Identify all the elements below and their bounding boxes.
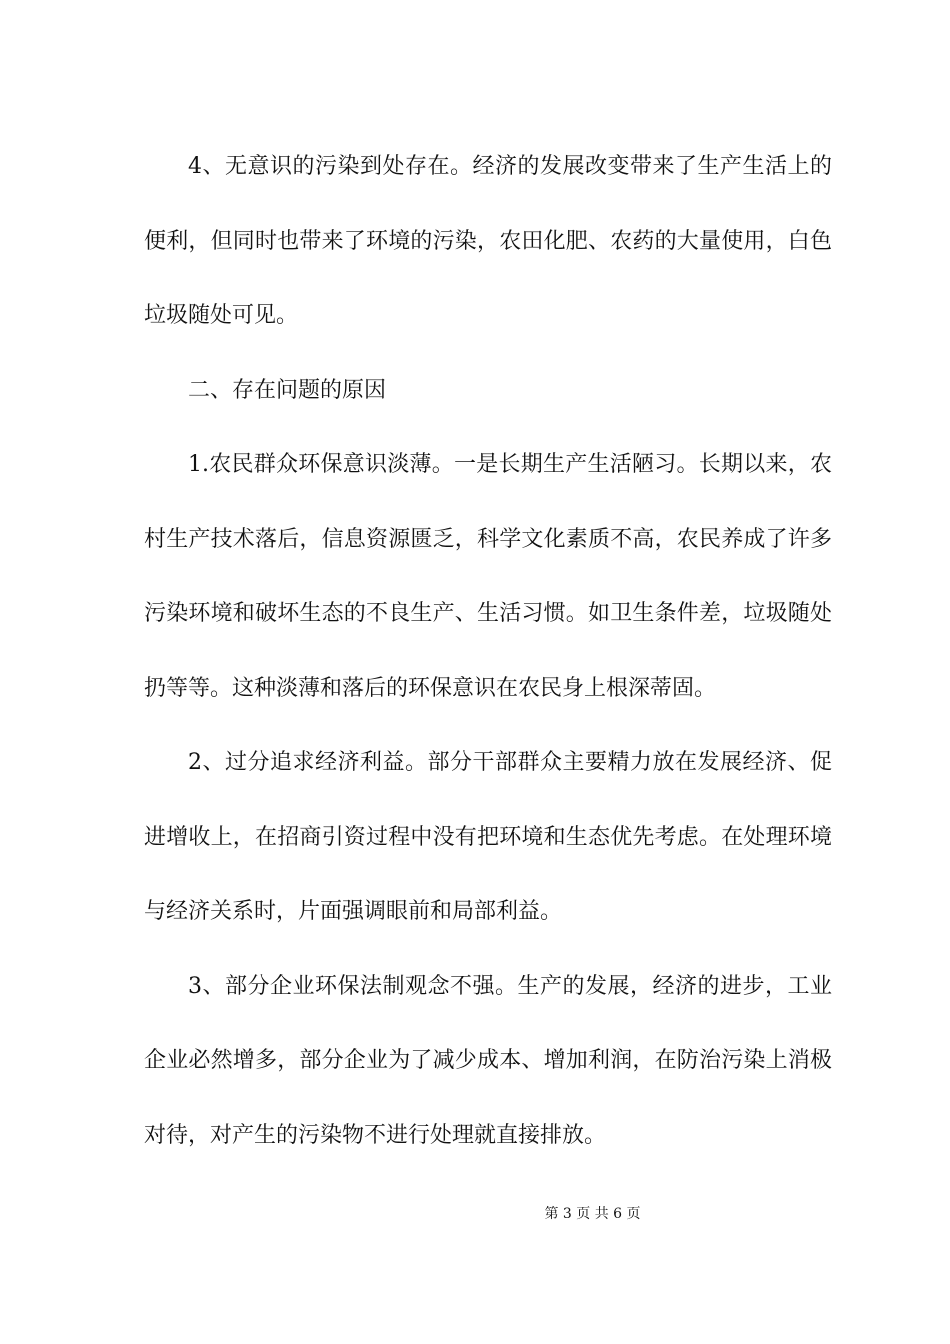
section-heading-causes: 二、存在问题的原因 (188, 377, 387, 403)
paragraph-enterprise-law: 3、部分企业环保法制观念不强。生产的发展，经济的进步，工业企业必然增多，部分企业为了减少成本、增加利润，在防治污染上消极对待，对产生的污染物不进行处理就直接排放。 (144, 973, 832, 1148)
page-footer (0, 1204, 950, 1224)
paragraph-economic-interest: 2、过分追求经济利益。部分干部群众主要精力放在发展经济、促进增收上，在招商引资过程中没有把环境和生态优先考虑。在处理环境与经济关系时，片面强调眼前和局部利益。 (144, 750, 832, 924)
page-number-label: 第 3 页 共 6 页 (544, 1206, 641, 1222)
paragraph-farmer-awareness: 1.农民群众环保意识淡薄。一是长期生产生活陋习。长期以来，农村生产技术落后，信息资源匮乏，科学文化素质不高，农民养成了许多污染环境和破坏生态的不良生产、生活习惯。如卫生条件差，垃圾随处扔等等。这种淡薄和落后的环保意识在农民身上根深蒂固。 (144, 452, 832, 701)
document-body (144, 130, 832, 1173)
paragraph-pollution-awareness: 4、无意识的污染到处存在。经济的发展改变带来了生产生活上的便利，但同时也带来了环境的污染，农田化肥、农药的大量使用，白色垃圾随处可见。 (144, 154, 832, 328)
